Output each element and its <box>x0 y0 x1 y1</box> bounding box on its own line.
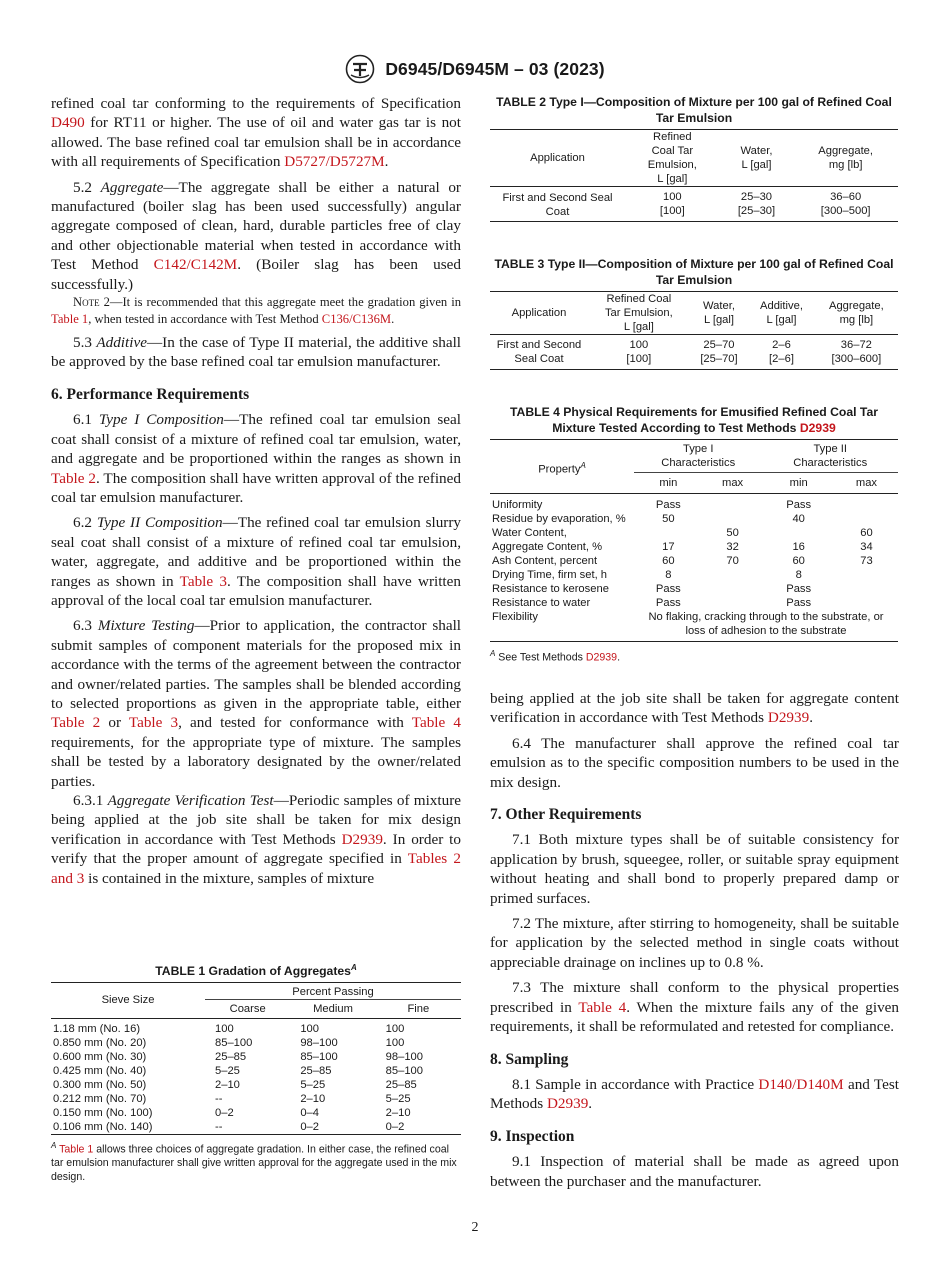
table-1-caption: TABLE 1 Gradation of Aggregates$^A$ <box>155 963 357 979</box>
header-coarse: Coarse <box>229 1002 266 1015</box>
page-number: 2 <box>471 1220 479 1235</box>
link-d140[interactable]: D140/D140M <box>758 1075 844 1093</box>
header-aggregate: Aggregate, mg [lb] <box>828 300 884 326</box>
note-2: Note 2—It is recommended that this aggregate meet the gradation given in Table 1, when tested in accordance with Test Method C136/C136M. <box>51 295 461 326</box>
table-4-caption: TABLE 4 Physical Requirements for Emusified Refined Coal Tar Mixture Tested According to Test Methods D2939 <box>510 405 878 435</box>
header-emulsion: Refined Coal Tar Emulsion, L [gal] <box>604 293 673 333</box>
link-table-3[interactable]: Table 3 <box>179 572 227 590</box>
header-additive: Additive, L [gal] <box>760 300 803 326</box>
table-row: 1.18 mm (No. 16) 100 100 100 <box>53 1023 405 1036</box>
document-designation: D6945/D6945M – 03 (2023) <box>385 58 605 79</box>
header-type-2: Type II Characteristics <box>762 440 898 473</box>
link-d2939[interactable]: D2939 <box>546 1095 589 1113</box>
table-row: Uniformity Pass Pass <box>492 498 812 511</box>
link-table-3[interactable]: Table 3 <box>128 714 179 732</box>
header-min: min <box>659 477 678 489</box>
right-column <box>490 689 899 1191</box>
table-row: 0.600 mm (No. 30) 25–85 85–100 98–100 <box>53 1051 423 1064</box>
table-row: Water Content, 50 60 <box>492 526 873 539</box>
table-row: Residue by evaporation, % 50 40 <box>492 512 805 525</box>
paragraph-6-3: 6.3 Mixture Testing—Prior to application, the contractor shall submit samples of component materials for the proposed mix in accordance with the terms of the agreement between the contractor and owner/related parties. The samples shall be blended according to selected proportions as given in the appropriate table, either Table 2 or Table 3, and tested for conformance with Table 4 requirements, for the appropriate type of mixture. The samples shall be tested by a laboratory designated by the owner/related parties. <box>51 617 462 790</box>
paragraph-5-2: 5.2 Aggregate—The aggregate shall be either a natural or manufactured (boiler slag has been used successfully) angular aggregate composed of clean, hard, durable particles free of clay and other objectionable material when tested in accordance with Test Method C142/C142M. (Boiler slag has been used successfully.) <box>51 178 461 293</box>
header-application: Application <box>530 152 585 164</box>
header-fine: Fine <box>407 1002 430 1015</box>
paragraph-7-1: 7.1 Both mixture types shall be of suitable consistency for application by brush, squeegee, roller, or suitable spray equipment without heating and shall bond to properly prepared damp or primed surfaces. <box>490 831 899 907</box>
link-table-4[interactable]: Table 4 <box>578 998 627 1016</box>
table-row: 0.300 mm (No. 50) 2–10 5–25 25–85 <box>53 1079 417 1092</box>
link-d5727[interactable]: D5727/D5727M <box>284 153 385 171</box>
header-aggregate: Aggregate, mg [lb] <box>818 145 874 171</box>
table-1-footnote: $^A$ Table 1 allows three choices of aggregate gradation. In either case, the refined coal tar emulsion manufacturer shall give written approval for the aggregate used in the mix design. <box>51 1141 457 1183</box>
table-2 <box>490 95 898 222</box>
header-application: Application <box>511 307 567 319</box>
paragraph-6-3-1-continued: being applied at the job site shall be taken for aggregate content verification in accordance with Test Methods D2939. <box>490 690 899 727</box>
header-min: min <box>789 477 808 489</box>
paragraph-7-2: 7.2 The mixture, after stirring to homogeneity, shall be suitable for application by the selected method in single coats without appreciable drainage on inclines up to 0.8 %. <box>490 915 899 971</box>
header-max: max <box>855 477 878 489</box>
table-2-caption: TABLE 2 Type I—Composition of Mixture per 100 gal of Refined Coal Tar Emulsion <box>496 95 892 125</box>
astm-logo-icon <box>345 54 375 84</box>
link-d2939[interactable]: D2939 <box>767 709 810 727</box>
link-table-1[interactable]: Table 1 <box>59 1143 94 1156</box>
paragraph-8-1: 8.1 Sample in accordance with Practice D140/D140M and Test Methods D2939. <box>490 1075 899 1113</box>
header-water: Water, L [gal] <box>703 300 735 326</box>
link-d2939[interactable]: D2939 <box>799 420 836 435</box>
header-water: Water, L [gal] <box>740 145 773 171</box>
table-1 <box>51 960 461 1184</box>
table-row: First and Second Seal Coat 100 [100] 25–30 [25–30] 36–60 [300–500] <box>490 187 898 222</box>
section-6-heading: 6. Performance Requirements <box>51 385 250 403</box>
paragraph-7-3: 7.3 The mixture shall conform to the physical properties prescribed in Table 4. When the mixture fails any of the given requirements, it shall be reformulated and retested for compliance. <box>490 979 900 1036</box>
link-tables-2-3[interactable]: Tables 2 and 3 <box>51 850 461 887</box>
table-row: Resistance to water Pass Pass <box>492 596 812 609</box>
paragraph-6-2: 6.2 Type II Composition—The refined coal tar emulsion slurry seal coat shall consist of a mixture of refined coal tar emulsion, water, aggregate, and additive and be proportioned within the ranges as shown in Table 3. The composition shall have written approval of the local coal tar emulsion manufacturer. <box>51 514 461 609</box>
header-sieve-size: Sieve Size <box>51 982 205 1018</box>
link-table-2[interactable]: Table 2 <box>51 714 101 732</box>
header-type-1: Type I Characteristics <box>634 440 762 473</box>
link-d490[interactable]: D490 <box>51 114 85 132</box>
table-row: Ash Content, percent 60 70 60 73 <box>492 554 873 567</box>
table-row: 0.850 mm (No. 20) 85–100 98–100 100 <box>53 1037 405 1050</box>
link-c142[interactable]: C142/C142M <box>153 256 238 274</box>
header-percent-passing: Percent Passing <box>205 982 461 999</box>
paragraph-5-3: 5.3 Additive—In the case of Type II material, the additive shall be approved by the base refined coal tar emulsion manufacturer. <box>51 334 462 371</box>
table-row: Aggregate Content, % 17 32 16 34 <box>492 540 873 553</box>
table-row: 0.150 mm (No. 100) 0–2 0–4 2–10 <box>53 1107 411 1120</box>
table-row: Drying Time, firm set, h 8 8 <box>492 568 802 581</box>
table-3-caption: TABLE 3 Type II—Composition of Mixture per 100 gal of Refined Coal Tar Emulsion <box>494 257 894 287</box>
table-row: 0.106 mm (No. 140) -- 0–2 0–2 <box>51 1120 461 1135</box>
header-max: max <box>722 477 744 489</box>
header-property: Property$^A$ <box>490 440 634 494</box>
section-9-heading: 9. Inspection <box>490 1127 575 1145</box>
table-row: 0.212 mm (No. 70) -- 2–10 5–25 <box>53 1093 411 1106</box>
link-table-2[interactable]: Table 2 <box>51 469 96 487</box>
link-d2939[interactable]: D2939 <box>585 651 618 664</box>
link-c136[interactable]: C136/C136M <box>321 311 392 326</box>
header-medium: Medium <box>313 1002 353 1015</box>
page-header <box>0 54 950 84</box>
paragraph-9-1: 9.1 Inspection of material shall be made as agreed upon between the purchaser and the manufacturer. <box>490 1153 899 1190</box>
table-row: First and Second Seal Coat 100 [100] 25–70 [25–70] 2–6 [2–6] 36–72 [300–600] <box>490 335 898 370</box>
paragraph-6-1: 6.1 Type I Composition—The refined coal tar emulsion seal coat shall consist of a mixture of refined coal tar emulsion, water, and aggregate and be proportioned within the ranges as shown in Table 2. The composition shall have written approval of the refined coal tar emulsion manufacturer. <box>51 411 461 506</box>
table-4 <box>490 405 898 665</box>
paragraph-6-4: 6.4 The manufacturer shall approve the refined coal tar emulsion as to the specific composition numbers to be used in the mix design. <box>490 734 899 791</box>
table-3 <box>490 257 898 370</box>
left-column <box>51 94 461 888</box>
table-row: Flexibility No flaking, cracking through to the substrate, or loss of adhesion to the substrate <box>490 610 898 642</box>
link-table-1[interactable]: Table 1 <box>51 311 89 326</box>
table-row: Resistance to kerosene Pass Pass <box>492 582 812 595</box>
link-table-4[interactable]: Table 4 <box>411 714 461 732</box>
paragraph-5-1-continued: refined coal tar conforming to the requirements of Specification D490 for RT11 or higher. The use of oil and water gas tar is not allowed. The base refined coal tar emulsion shall be in accordance with all requirements of Specification D5727/D5727M. <box>51 95 461 171</box>
table-row: 0.425 mm (No. 40) 5–25 25–85 85–100 <box>53 1065 423 1078</box>
section-7-heading: 7. Other Requirements <box>490 806 642 824</box>
section-8-heading: 8. Sampling <box>490 1050 569 1068</box>
header-emulsion: Refined Coal Tar Emulsion, L [gal] <box>647 131 697 185</box>
paragraph-6-3-1: 6.3.1 Aggregate Verification Test—Periodic samples of mixture being applied at the job site shall be taken for mix design verification in accordance with Test Methods D2939. In order to verify that the proper amount of aggregate specified in Tables 2 and 3 is contained in the mixture, samples of mixture <box>51 792 461 887</box>
link-d2939[interactable]: D2939 <box>341 830 383 848</box>
table-4-footnote: $^A$ See Test Methods D2939. <box>490 648 621 664</box>
